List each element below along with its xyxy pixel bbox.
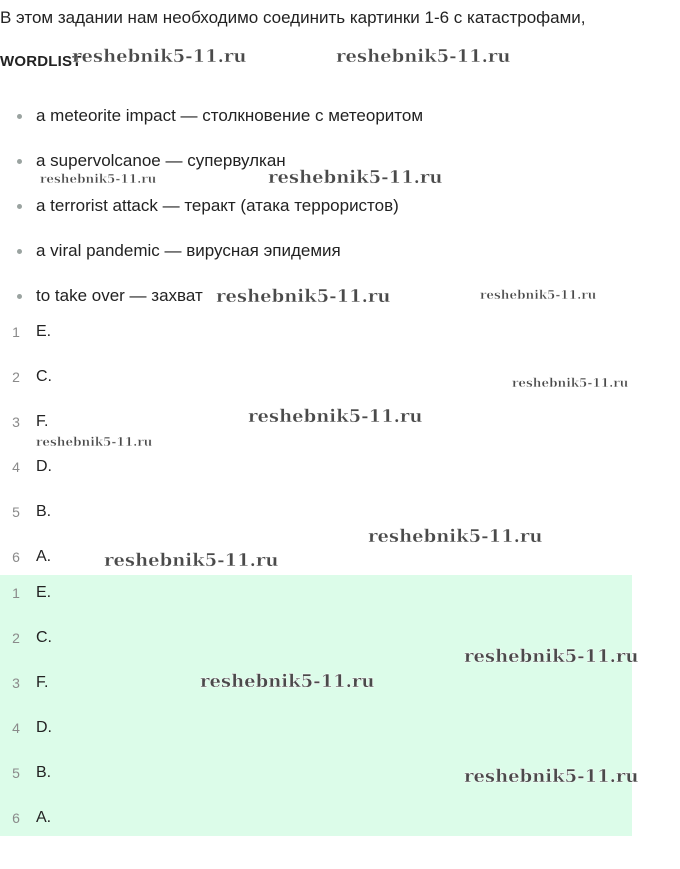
answer-number: 3	[12, 675, 20, 691]
answer-number: 4	[12, 720, 20, 736]
answer-value: E.	[36, 584, 52, 601]
intro-text: В этом задании нам необходимо соединить картинки 1-6 с катастрофами,	[0, 8, 586, 27]
answer-value: C.	[36, 368, 52, 385]
list-item	[0, 240, 423, 285]
answer-value: F.	[36, 413, 49, 430]
answer-number: 2	[12, 630, 20, 646]
answer-value: D.	[36, 719, 52, 736]
bullet-icon	[17, 249, 22, 254]
answer-value: B.	[36, 503, 52, 520]
watermark: reshebnik5-11.ru	[464, 766, 639, 787]
answer-value: D.	[36, 458, 52, 475]
list-item-text: a supervolcanoe — супервулкан	[36, 151, 286, 170]
bullet-icon	[17, 294, 22, 299]
list-item	[0, 105, 423, 150]
watermark: reshebnik5-11.ru	[512, 376, 629, 390]
answer-number: 3	[12, 414, 20, 430]
bullet-icon	[17, 114, 22, 119]
answer-number: 2	[12, 369, 20, 385]
answer-number: 1	[12, 585, 20, 601]
list-item-text: a viral pandemic — вирусная эпидемия	[36, 241, 341, 260]
bullet-icon	[17, 204, 22, 209]
watermark: reshebnik5-11.ru	[216, 286, 391, 307]
watermark: reshebnik5-11.ru	[368, 526, 543, 547]
answer-number: 1	[12, 324, 20, 340]
answer-number: 6	[12, 549, 20, 565]
answer-number: 5	[12, 765, 20, 781]
highlighted-answer-block	[0, 575, 632, 836]
list-item-text: a terrorist attack — теракт (атака террористов)	[36, 196, 399, 215]
answer-value: A.	[36, 809, 52, 826]
answer-number: 5	[12, 504, 20, 520]
answer-value: F.	[36, 674, 49, 691]
watermark: reshebnik5-11.ru	[480, 288, 597, 302]
answer-value: C.	[36, 629, 52, 646]
watermark: reshebnik5-11.ru	[40, 172, 157, 186]
list-item-text: to take over — захват	[36, 286, 203, 305]
bullet-icon	[17, 159, 22, 164]
watermark: reshebnik5-11.ru	[36, 435, 153, 449]
answer-value: A.	[36, 548, 52, 565]
watermark: reshebnik5-11.ru	[72, 46, 247, 67]
watermark: reshebnik5-11.ru	[464, 646, 639, 667]
answer-number: 4	[12, 459, 20, 475]
watermark: reshebnik5-11.ru	[336, 46, 511, 67]
answer-value: E.	[36, 323, 52, 340]
answer-value: B.	[36, 764, 52, 781]
list-item-text: a meteorite impact — столкновение с метеоритом	[36, 106, 424, 125]
watermark: reshebnik5-11.ru	[248, 406, 423, 427]
answer-number: 6	[12, 810, 20, 826]
watermark: reshebnik5-11.ru	[104, 550, 279, 571]
watermark: reshebnik5-11.ru	[200, 671, 375, 692]
wordlist-title: WORDLIST	[0, 53, 82, 70]
watermark: reshebnik5-11.ru	[268, 167, 443, 188]
list-item	[0, 195, 423, 240]
